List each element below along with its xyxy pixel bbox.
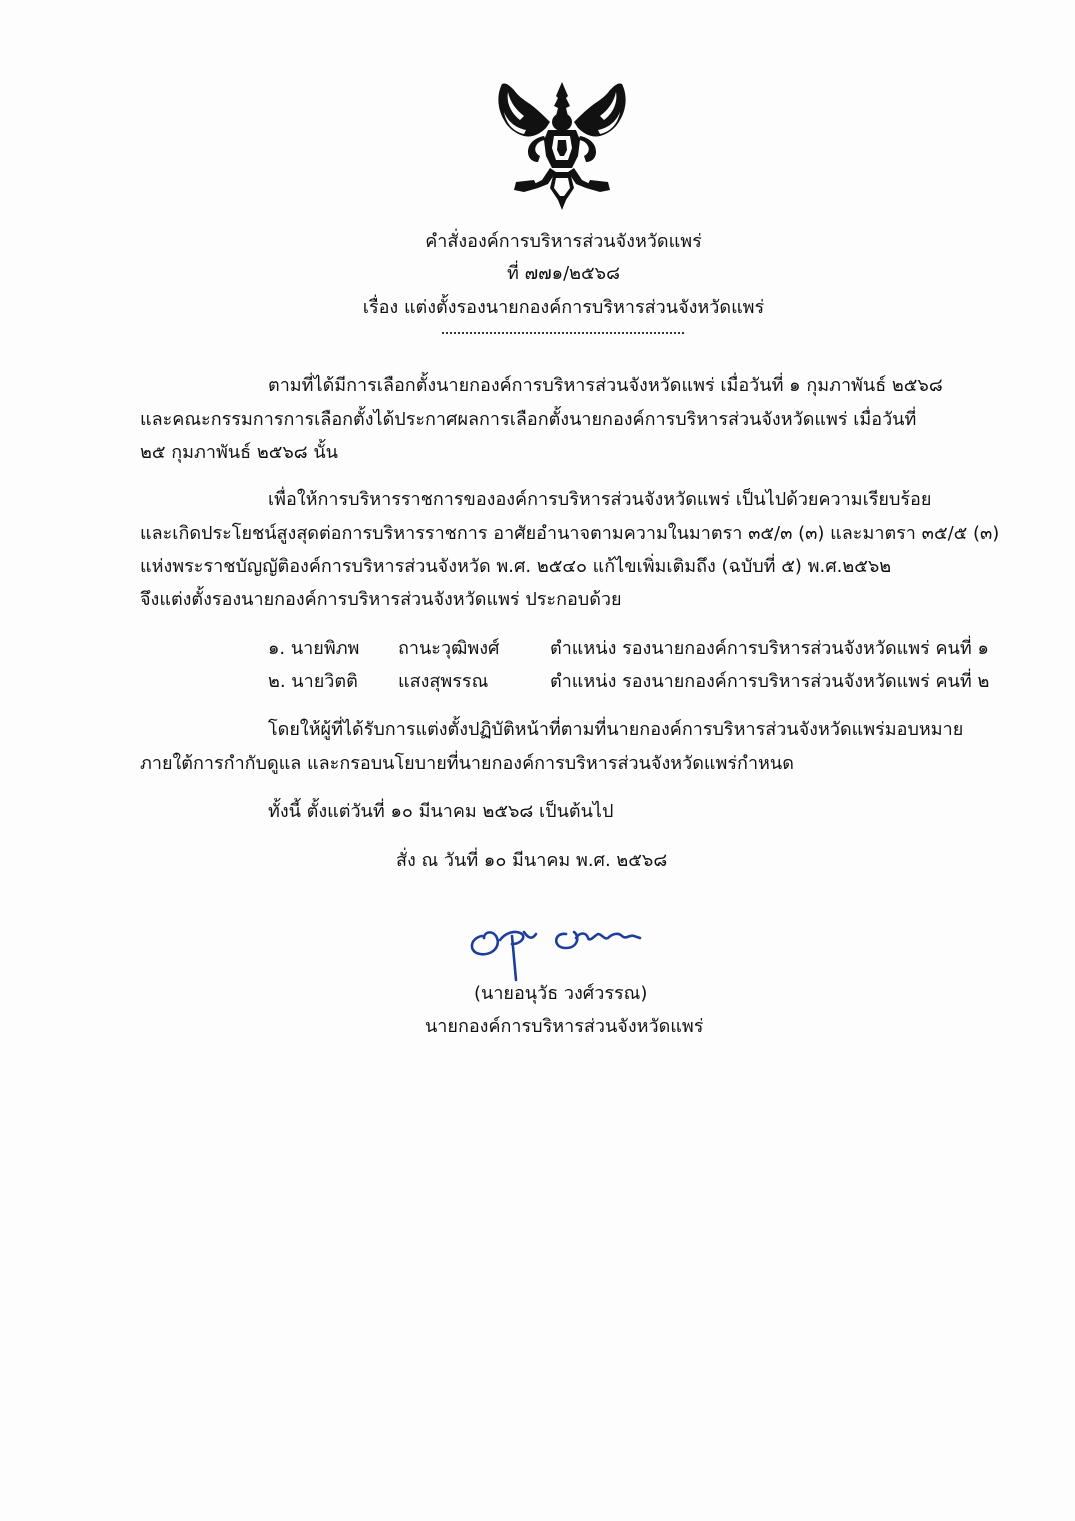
- appointee-surname: ถานะวุฒิพงศ์: [398, 638, 500, 659]
- appointee-position: ตำแหน่ง รองนายกองค์การบริหารส่วนจังหวัดแพร่ คนที่ ๒: [550, 671, 990, 692]
- order-title: คำสั่งองค์การบริหารส่วนจังหวัดแพร่: [425, 231, 702, 252]
- paragraph-1-line: และคณะกรรมการการเลือกตั้งได้ประกาศผลการเลือกตั้งนายกองค์การบริหารส่วนจังหวัดแพร่ เมื่อวันที่: [140, 409, 917, 430]
- paragraph-2-line: จึงแต่งตั้งรองนายกองค์การบริหารส่วนจังหวัดแพร่ ประกอบด้วย: [140, 589, 622, 610]
- dotted-separator: [442, 332, 684, 334]
- paragraph-2-line: และเกิดประโยชน์สูงสุดต่อการบริหารราชการ อาศัยอำนาจตามความในมาตรา ๓๕/๓ (๓) และมาตรา ๓๕/๕ (๓): [140, 523, 1000, 544]
- order-subject: เรื่อง แต่งตั้งรองนายกองค์การบริหารส่วนจังหวัดแพร่: [362, 297, 765, 318]
- paragraph-1-line: ตามที่ได้มีการเลือกตั้งนายกองค์การบริหารส่วนจังหวัดแพร่ เมื่อวันที่ ๑ กุมภาพันธ์ ๒๕๖๘: [268, 375, 943, 396]
- paragraph-2-line: เพื่อให้การบริหารราชการขององค์การบริหารส่วนจังหวัดแพร่ เป็นไปด้วยความเรียบร้อย: [268, 489, 932, 510]
- order-date: สั่ง ณ วันที่ ๑๐ มีนาคม พ.ศ. ๒๕๖๘: [396, 850, 668, 871]
- garuda-emblem-icon: [494, 76, 630, 214]
- appointee-name: ๑. นายพิภพ: [268, 638, 360, 659]
- paragraph-3-line: โดยให้ผู้ที่ได้รับการแต่งตั้งปฏิบัติหน้าที่ตามที่นายกองค์การบริหารส่วนจังหวัดแพร่มอบหมาย: [268, 719, 964, 740]
- handwritten-signature: [462, 906, 662, 986]
- order-number: ที่ ๗๗๑/๒๕๖๘: [507, 263, 620, 284]
- paragraph-1-line: ๒๕ กุมภาพันธ์ ๒๕๖๘ นั้น: [140, 442, 338, 463]
- appointee-position: ตำแหน่ง รองนายกองค์การบริหารส่วนจังหวัดแพร่ คนที่ ๑: [550, 638, 989, 659]
- appointee-name: ๒. นายวิตติ: [268, 671, 358, 692]
- signer-title: นายกองค์การบริหารส่วนจังหวัดแพร่: [425, 1016, 704, 1037]
- effective-date: ทั้งนี้ ตั้งแต่วันที่ ๑๐ มีนาคม ๒๕๖๘ เป็นต้นไป: [268, 801, 614, 822]
- paragraph-2-line: แห่งพระราชบัญญัติองค์การบริหารส่วนจังหวัด พ.ศ. ๒๕๔๐ แก้ไขเพิ่มเติมถึง (ฉบับที่ ๕) พ.ศ.๒๕๖๒: [140, 556, 892, 577]
- paragraph-3-line: ภายใต้การกำกับดูแล และกรอบนโยบายที่นายกองค์การบริหารส่วนจังหวัดแพร่กำหนด: [140, 753, 794, 774]
- appointee-surname: แสงสุพรรณ: [398, 671, 489, 692]
- signer-name: (นายอนุวัธ วงศ์วรรณ): [474, 983, 648, 1004]
